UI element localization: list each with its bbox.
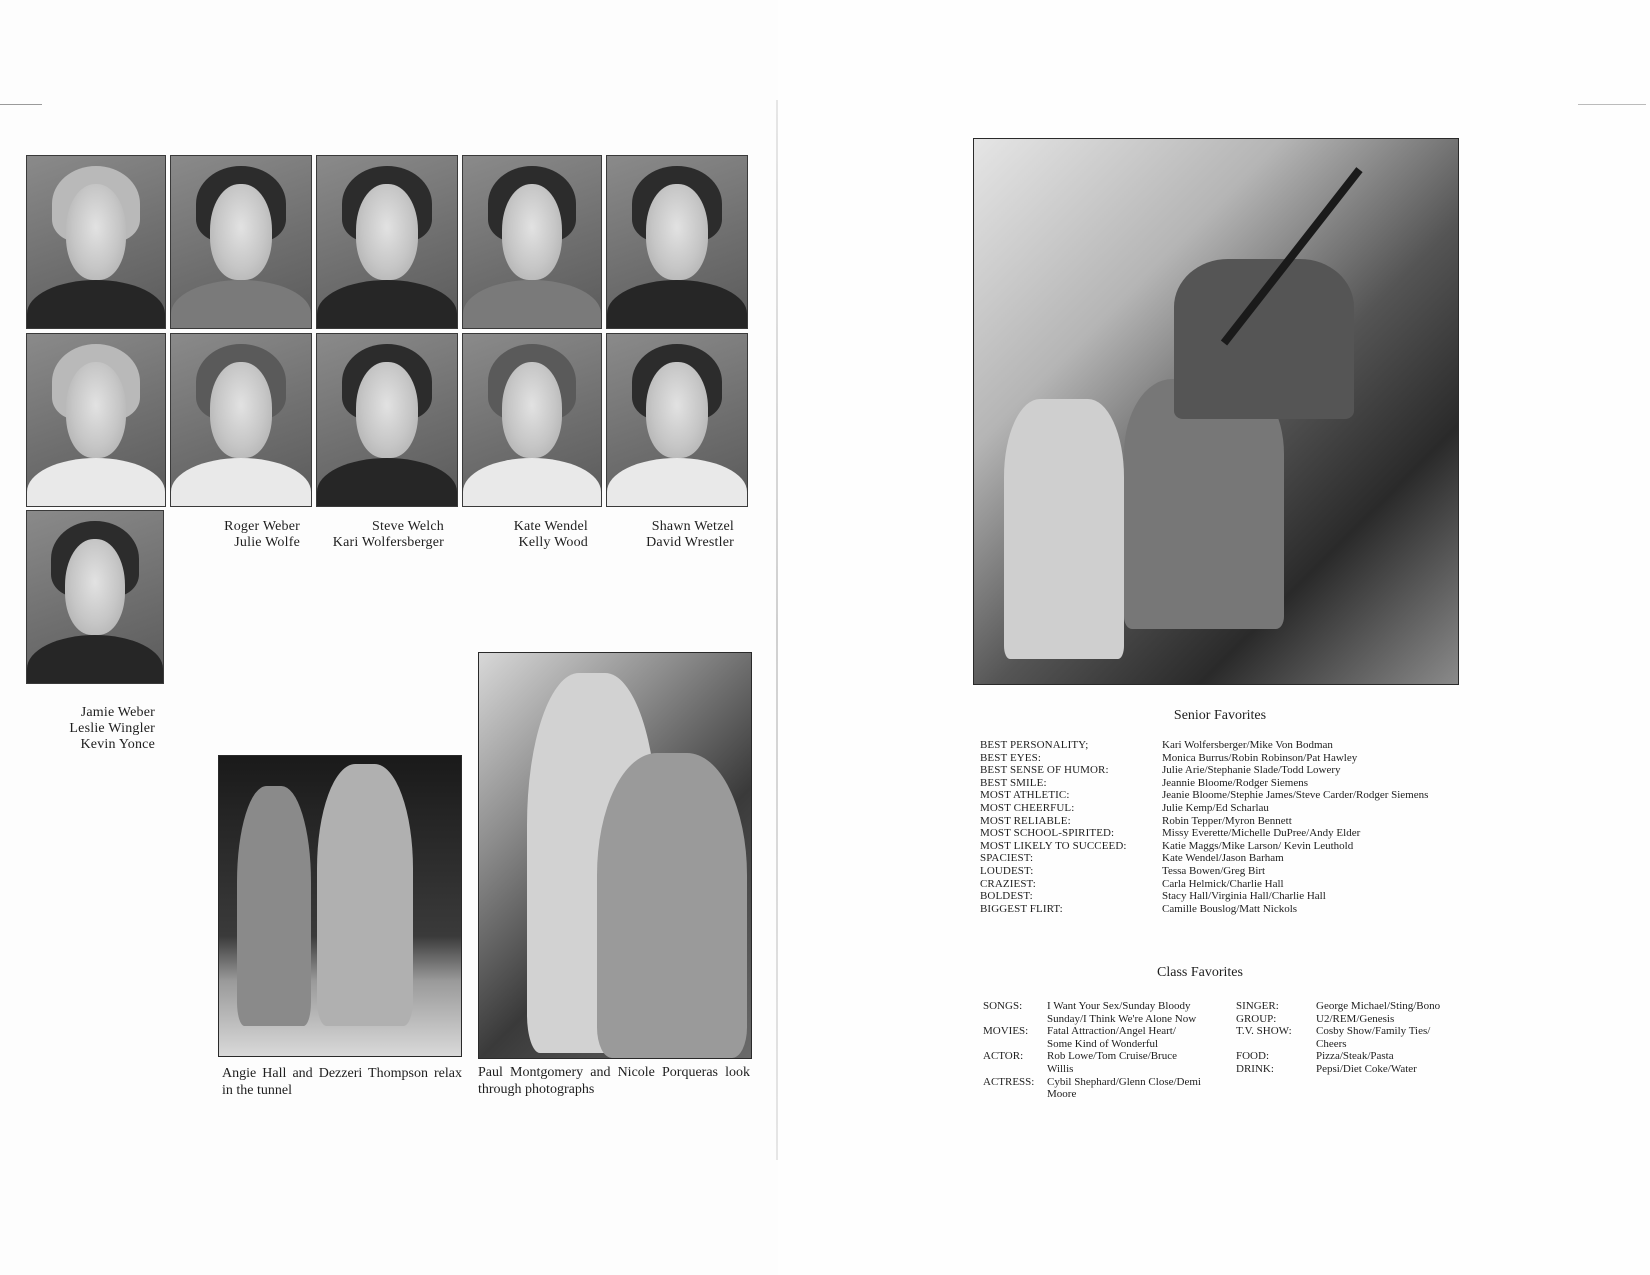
portrait-photo [170, 333, 312, 507]
name-column-left [40, 705, 155, 753]
class-favorite-value: Some Kind of Wonderful [1047, 1037, 1159, 1050]
favorite-category: MOST SCHOOL-SPIRITED: [980, 827, 1115, 840]
favorite-row [980, 890, 1460, 903]
favorite-category: CRAZIEST: [980, 877, 1036, 890]
favorite-winners: Carla Helmick/Charlie Hall [1162, 877, 1284, 890]
favorite-winners: Katie Maggs/Mike Larson/ Kevin Leuthold [1162, 839, 1354, 852]
class-favorite-value: Cybil Shephard/Glenn Close/Demi [1047, 1075, 1201, 1088]
favorite-category: BEST PERSONALITY; [980, 739, 1089, 751]
favorite-winners: Kari Wolfersberger/Mike Von Bodman [1162, 739, 1333, 751]
favorite-category: BIGGEST FLIRT: [980, 902, 1063, 915]
student-name: Kelly Wood [518, 535, 588, 550]
student-name: Leslie Wingler [69, 721, 155, 736]
portrait-photo [26, 510, 164, 684]
name-column [180, 519, 300, 551]
student-name: Kari Wolfersberger [332, 535, 444, 550]
favorite-row [980, 777, 1460, 790]
favorite-category: MOST LIKELY TO SUCCEED: [980, 839, 1127, 852]
favorite-category: SPACIEST: [980, 852, 1034, 865]
class-favorite-category: GROUP: [1236, 1012, 1277, 1025]
favorite-winners: Julie Arie/Stephanie Slade/Todd Lowery [1162, 764, 1341, 777]
favorite-winners: Jeannie Bloome/Rodger Siemens [1162, 776, 1309, 789]
candid-photo-photographs [478, 652, 752, 1059]
candid-photo-tunnel [218, 755, 462, 1057]
favorite-row [980, 802, 1460, 815]
class-favorite-row [1236, 1000, 1458, 1013]
name-column [316, 519, 444, 551]
student-name: Shawn Wetzel [651, 519, 734, 534]
class-favorites-left [983, 1000, 1219, 1101]
class-favorite-category: FOOD: [1236, 1050, 1270, 1063]
name-column [480, 519, 588, 551]
portrait-photo [26, 155, 166, 329]
senior-favorites-list [980, 739, 1460, 915]
portrait-photo [26, 333, 166, 507]
crop-mark [1578, 104, 1646, 105]
favorite-row [980, 739, 1460, 752]
photo-caption: Paul Montgomery and Nicole Porqueras look through photographs [478, 1065, 750, 1097]
portrait-photo [316, 333, 458, 507]
student-name: Kevin Yonce [80, 737, 155, 752]
class-favorite-value: Cosby Show/Family Ties/ [1316, 1025, 1431, 1038]
favorite-category: MOST ATHLETIC: [980, 789, 1070, 802]
favorite-row [980, 852, 1460, 865]
class-favorite-row [1236, 1050, 1458, 1063]
student-name: David Wrestler [646, 535, 734, 550]
student-name: Kate Wendel [513, 519, 588, 534]
favorite-row [980, 815, 1460, 828]
favorite-category: BOLDEST: [980, 890, 1033, 903]
favorite-category: MOST CHEERFUL: [980, 801, 1075, 814]
class-favorite-value: Cheers [1316, 1037, 1347, 1050]
favorite-winners: Missy Everette/Michelle DuPree/Andy Elder [1162, 827, 1361, 840]
favorite-category: LOUDEST: [980, 864, 1034, 877]
favorite-winners: Jeanie Bloome/Stephie James/Steve Carder/Rodger Siemens [1162, 789, 1429, 802]
class-favorite-category: T.V. SHOW: [1236, 1025, 1292, 1038]
class-favorite-category: SONGS: [983, 1000, 1023, 1012]
class-favorite-row [983, 1076, 1219, 1101]
photo-caption: Angie Hall and Dezzeri Thompson relax in the tunnel [222, 1066, 462, 1098]
favorite-category: BEST SMILE: [980, 776, 1047, 789]
class-favorite-value: Pepsi/Diet Coke/Water [1316, 1062, 1417, 1075]
favorite-winners: Stacy Hall/Virginia Hall/Charlie Hall [1162, 890, 1326, 903]
favorite-category: MOST RELIABLE: [980, 814, 1071, 827]
class-favorite-value: Willis [1047, 1062, 1074, 1075]
portrait-photo [606, 333, 748, 507]
favorite-row [980, 789, 1460, 802]
class-favorite-value: Moore [1047, 1088, 1077, 1101]
name-column [620, 519, 734, 551]
portrait-photo [606, 155, 748, 329]
favorite-winners: Julie Kemp/Ed Scharlau [1162, 801, 1269, 814]
favorite-row [980, 878, 1460, 891]
favorite-row [980, 764, 1460, 777]
favorite-row [980, 752, 1460, 765]
class-favorite-row [1236, 1025, 1458, 1050]
page-gutter [776, 100, 778, 1160]
class-favorite-category: MOVIES: [983, 1025, 1029, 1038]
class-favorite-value: Pizza/Steak/Pasta [1316, 1050, 1394, 1063]
class-favorite-row [983, 1050, 1219, 1075]
class-favorite-category: ACTRESS: [983, 1075, 1035, 1088]
portrait-photo [462, 155, 602, 329]
portrait-photo [170, 155, 312, 329]
group-photo-stairs [973, 138, 1459, 685]
portrait-photo [462, 333, 602, 507]
class-favorite-row [983, 1025, 1219, 1050]
class-favorite-value: George Michael/Sting/Bono [1316, 1000, 1441, 1012]
class-favorites-title: Class Favorites [1157, 965, 1243, 980]
favorite-row [980, 827, 1460, 840]
student-name: Jamie Weber [80, 705, 155, 720]
class-favorite-row [1236, 1063, 1458, 1076]
class-favorites-right [1236, 1000, 1458, 1076]
class-favorite-value: Sunday/I Think We're Alone Now [1047, 1012, 1197, 1025]
class-favorite-row [983, 1000, 1219, 1025]
portrait-photo [316, 155, 458, 329]
favorite-category: BEST SENSE OF HUMOR: [980, 764, 1109, 777]
class-favorite-category: ACTOR: [983, 1050, 1024, 1063]
class-favorite-value: Fatal Attraction/Angel Heart/ [1047, 1025, 1176, 1038]
favorite-winners: Tessa Bowen/Greg Birt [1162, 864, 1266, 877]
favorite-winners: Kate Wendel/Jason Barham [1162, 852, 1284, 865]
student-name: Steve Welch [372, 519, 444, 534]
class-favorite-value: Rob Lowe/Tom Cruise/Bruce [1047, 1050, 1177, 1063]
favorite-category: BEST EYES: [980, 751, 1042, 764]
class-favorite-category: DRINK: [1236, 1062, 1274, 1075]
student-name: Roger Weber [224, 519, 300, 534]
favorite-winners: Robin Tepper/Myron Bennett [1162, 814, 1292, 827]
class-favorite-value: I Want Your Sex/Sunday Bloody [1047, 1000, 1191, 1012]
favorite-row [980, 903, 1460, 916]
class-favorite-row [1236, 1013, 1458, 1026]
class-favorite-value: U2/REM/Genesis [1316, 1012, 1395, 1025]
favorite-winners: Camille Bouslog/Matt Nickols [1162, 902, 1298, 915]
class-favorite-category: SINGER: [1236, 1000, 1279, 1012]
favorite-row [980, 840, 1460, 853]
favorite-row [980, 865, 1460, 878]
student-name: Julie Wolfe [234, 535, 300, 550]
favorite-winners: Monica Burrus/Robin Robinson/Pat Hawley [1162, 751, 1358, 764]
crop-mark [0, 104, 42, 105]
senior-favorites-title: Senior Favorites [1173, 708, 1267, 723]
